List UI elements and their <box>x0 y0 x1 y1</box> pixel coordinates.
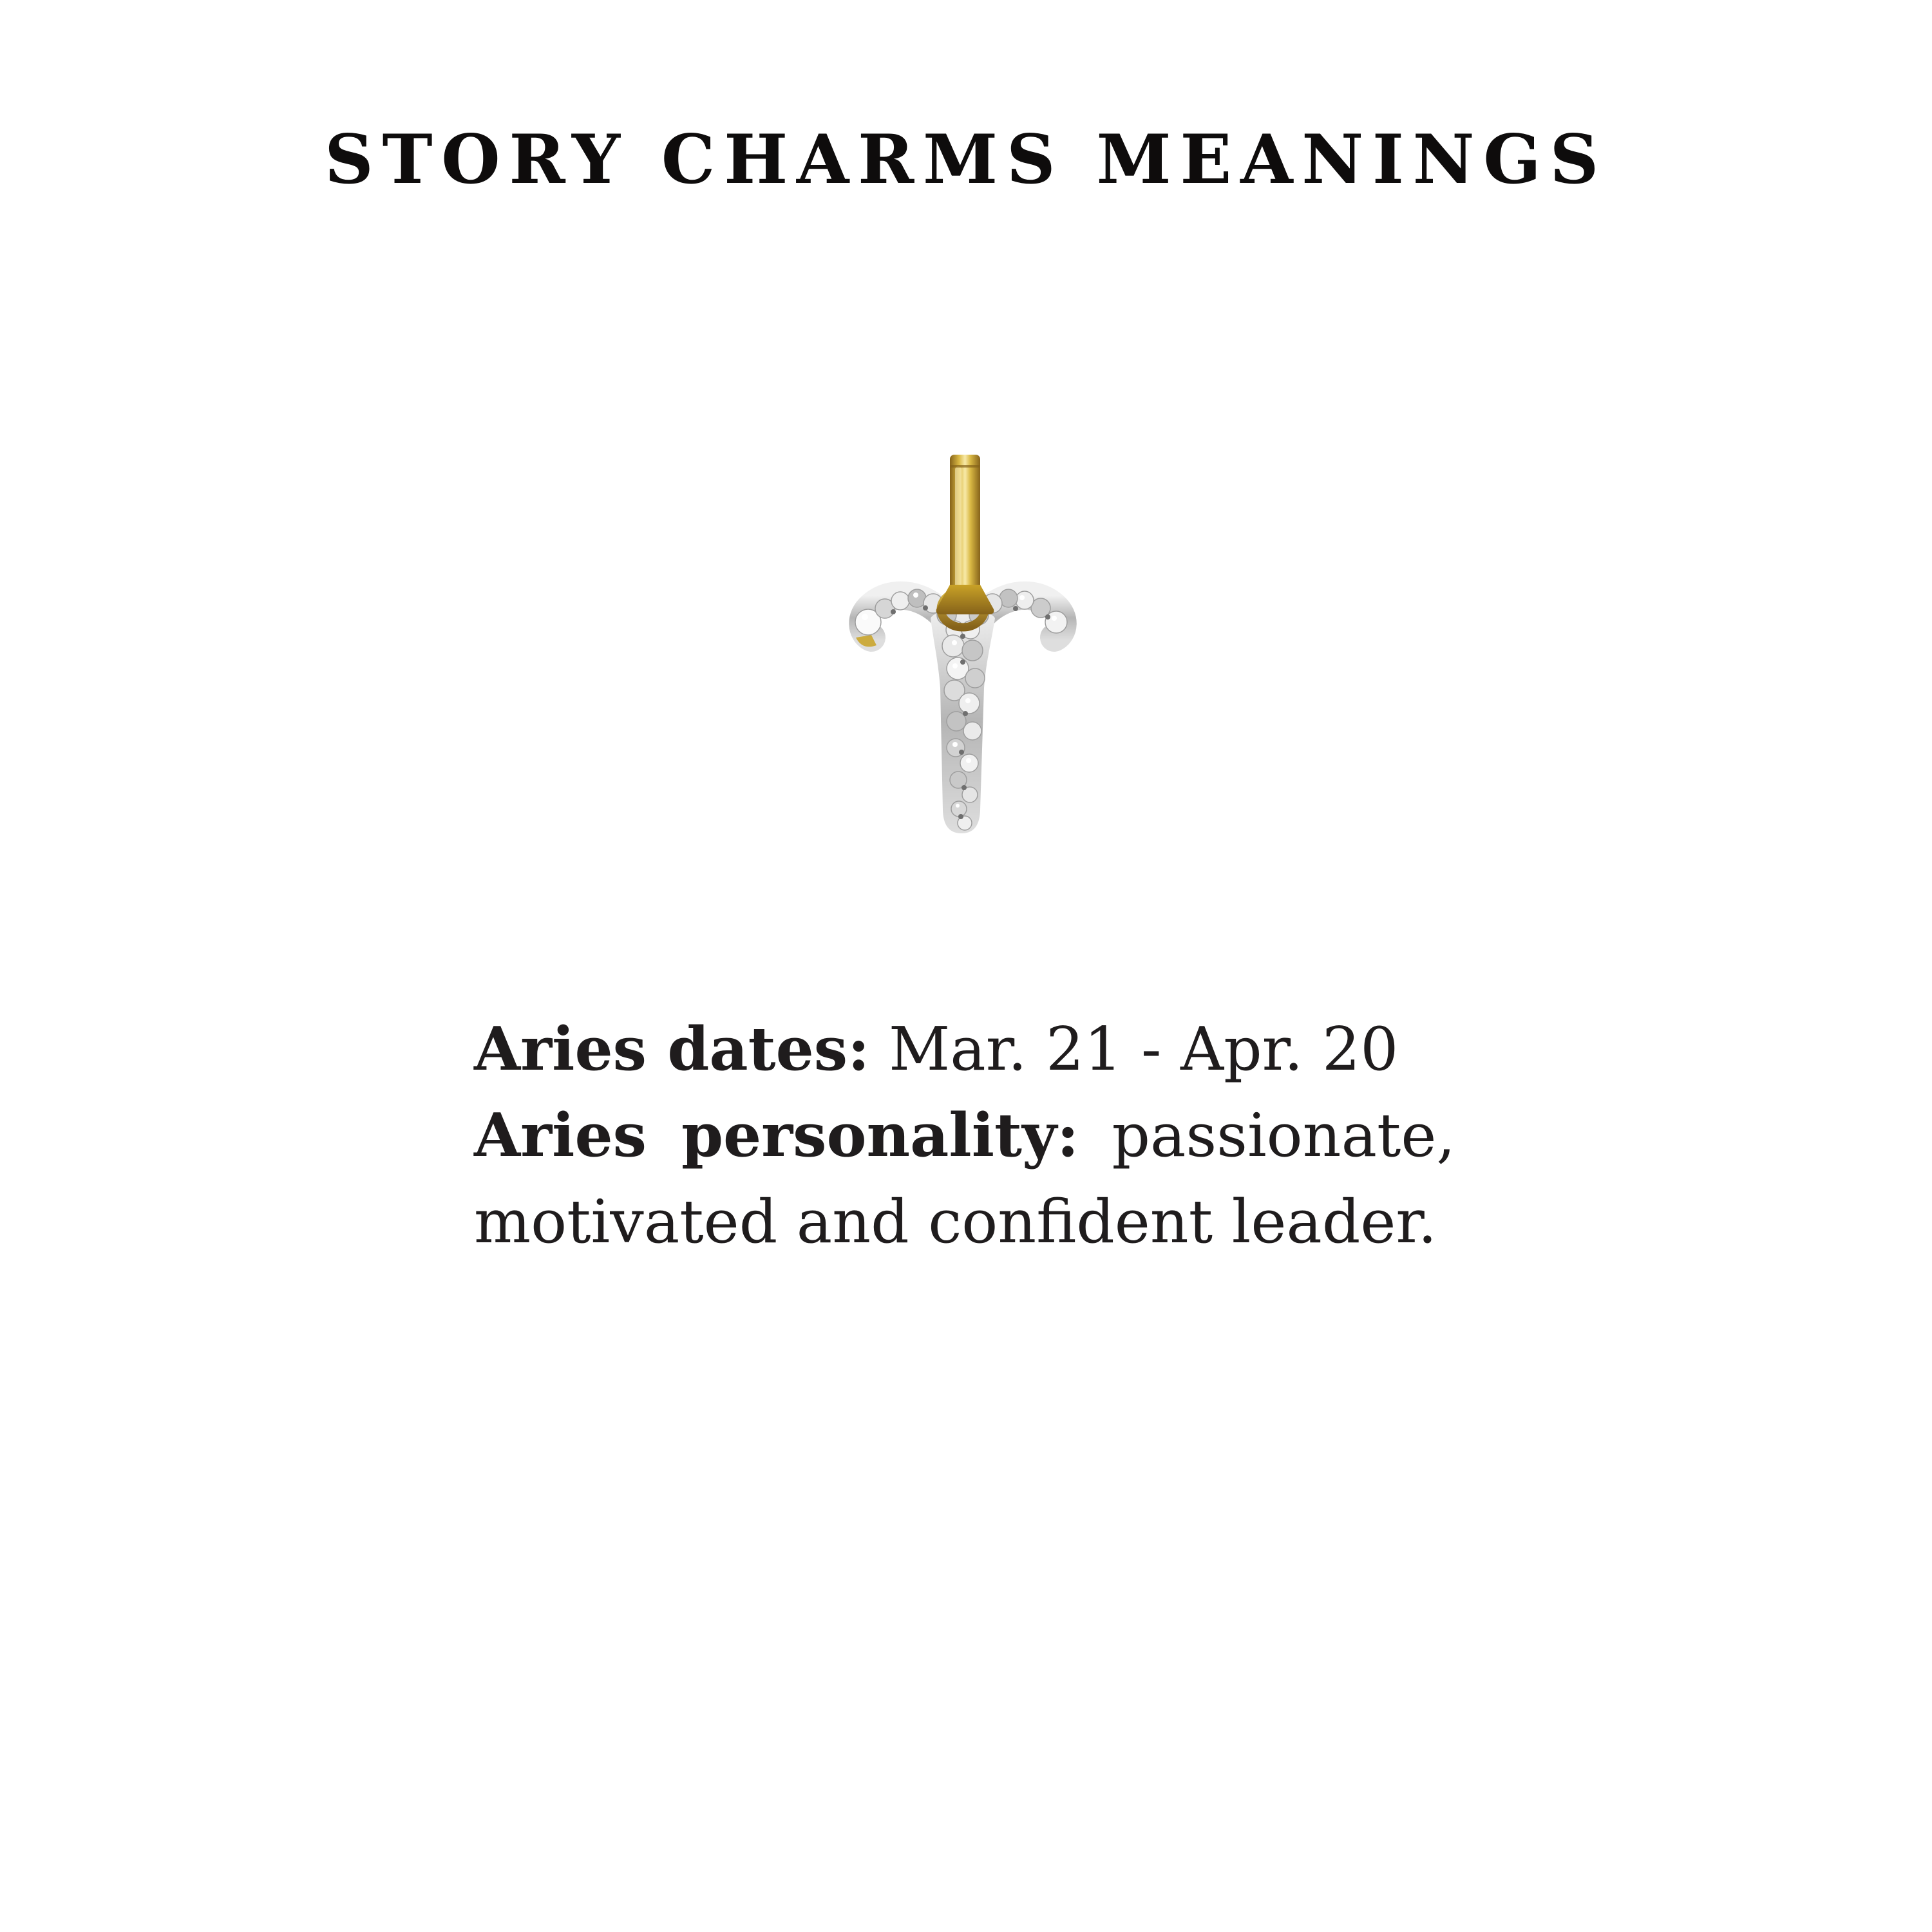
personality-line <box>474 1092 1455 1179</box>
personality-label: Aries personality: <box>474 1100 1079 1170</box>
dates-line <box>474 1006 1455 1092</box>
personality-value: passionate, <box>1079 1101 1455 1170</box>
personality-continued-value: motivated and confident leader. <box>474 1187 1437 1256</box>
aries-charm-image <box>822 450 1106 842</box>
dates-label: Aries dates: <box>474 1014 870 1084</box>
page-title: STORY CHARMS MEANINGS <box>324 119 1608 199</box>
personality-continued-line <box>474 1179 1455 1265</box>
dates-value: Mar. 21 - Apr. 20 <box>869 1014 1399 1084</box>
charm-description <box>474 1006 1455 1265</box>
aries-charm-icon <box>822 450 1106 842</box>
gold-bail-icon <box>936 455 994 614</box>
